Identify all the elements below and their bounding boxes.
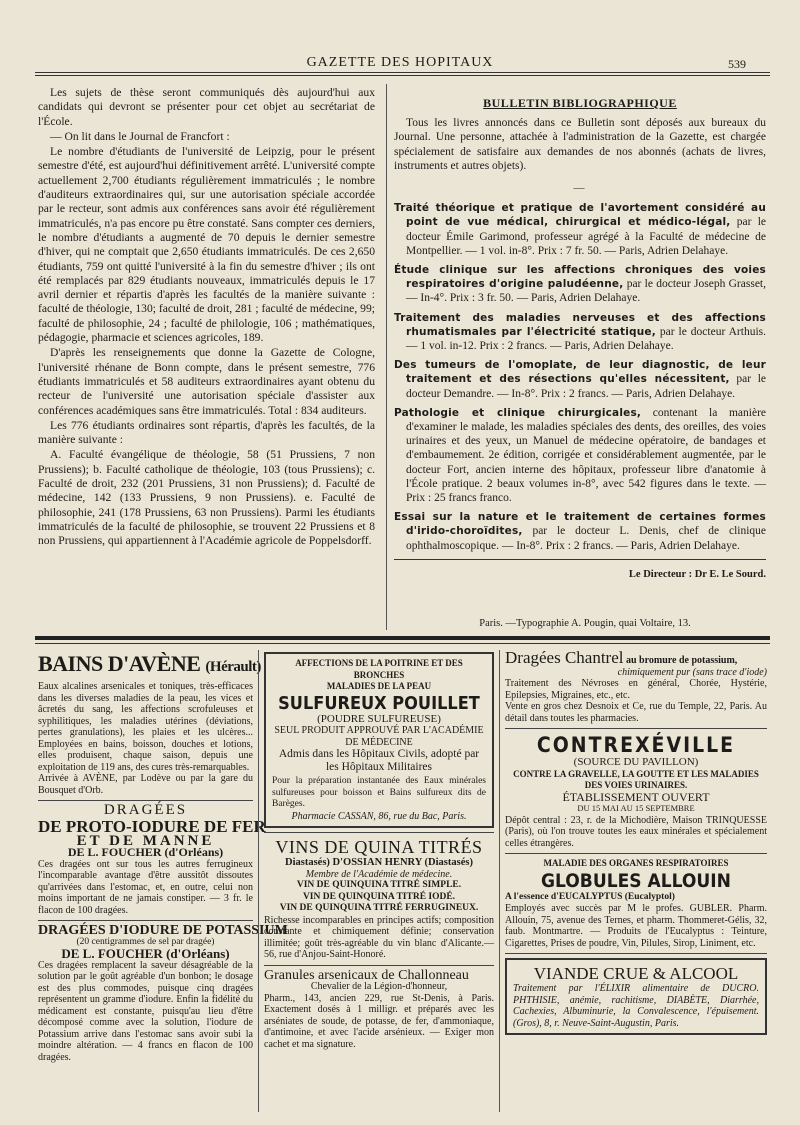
ad-line: SEUL PRODUIT APPROUVÉ PAR L'ACADÉMIE	[274, 725, 484, 736]
ads-column-3	[505, 648, 767, 1112]
ad-footer: Pharmacie CASSAN, 86, rue du Bac, Paris.	[291, 810, 467, 822]
ad-text: Traitement par l'ÉLIXIR alimentaire de DUCRO. PHTHISIE, anémie, rachitisme, DIABÈTE, Diarrhée, Cachexies, Albuminurie, la Convalescence, l'épuisement. (Gros), 8, r. Neuve-Saint-Augustin, Paris.	[513, 983, 759, 1029]
ad-line: VIN DE QUINQUINA TITRÉ FERRUGINEUX.	[279, 903, 479, 913]
divider	[505, 853, 767, 854]
ad-line: DRAGÉES	[103, 802, 188, 818]
ad-line: DES VOIES URINAIRES.	[584, 780, 688, 790]
divider	[394, 559, 766, 560]
ad-line: A l'essence d'EUCALYPTUS (Eucalyptol)	[505, 891, 675, 902]
ad-line: DRAGÉES D'IODURE DE POTASSIUM	[38, 923, 288, 938]
ad-text: Pharm., 143, ancien 229, rue St-Denis, à Paris. Exactement dosés à 1 milligr. et préparés avec les arséniates de soude, de potasse, de fer, d'ammoniaque, d'antimoine, et avec l'acide arsénieux. — Exiger mon cachet et ma signature.	[264, 992, 494, 1050]
ad-text: Eaux alcalines arsenicales et toniques, très-efficaces dans les diverses maladies de la peau, les vices et âcretés du sang, les affections scrofuleuses et syphilitiques, les maladies utérines (déviations, pertes granulations), les plaies et les ulcères... Employées en bains, boisson, douches et lotions, elles produisent, chaque saison, depuis une exploitation de 119 ans, des cures très-remarquables.	[38, 681, 253, 773]
ad-text: Dépôt central : 23, r. de la Michodière, Maison TRINQUESSE (Paris), où l'on trouve toutes les eaux minérales et spécialement celles étrangères.	[505, 814, 767, 849]
bulletin-item: Des tumeurs de l'omoplate, de leur diagnostic, de leur traitement et des résections qu'elles nécessitent, par le docteur Demandre. — In-8°. Prix : 2 francs. — Paris, Adrien Delahaye.	[394, 359, 766, 400]
ads-top-rule-thin	[35, 643, 770, 644]
director-signature: Le Directeur : Dr E. Le Sourd.	[628, 568, 766, 580]
bulletin-bibliographique	[394, 90, 766, 582]
ad-line: VIANDE CRUE & ALCOOL	[533, 964, 739, 983]
bulletin-intro: Tous les livres annoncés dans ce Bulletin sont déposés aux bureaux du Journal. Une personne, attachée à l'administration de la Gazette, est chargée spécialement de satisfaire aux demandes de nos abonnés (achats de livres, instruments et autres objets).	[394, 117, 766, 172]
ad-pouillet	[264, 652, 494, 828]
bulletin-item: Essai sur la nature et le traitement de certaines formes d'irido-choroïdites, par le docteur L. Denis, chef de clinique ophthalmoscopique. — In-8°. Prix : 2 francs. — Paris, Adrien Delahaye.	[394, 511, 767, 552]
ad-line: (POUDRE SULFUREUSE)	[317, 712, 441, 725]
ad-bains-avene	[38, 651, 261, 796]
ad-chantrel	[505, 648, 767, 724]
divider	[264, 832, 494, 833]
ad-line: chimiquement pur (sans trace d'iode)	[617, 666, 767, 678]
ad-contrexeville	[505, 733, 767, 849]
paragraph: Le nombre d'étudiants de l'université de Leipzig, pour le présent semestre d'été, est aujourd'hui définitivement arrêté. L'université compte actuellement 2,700 étudiants régulièrement immatriculés ; le nombre d'auditeurs extraordinaires qui, sur une autorisation spéciale accordée par le recteur, sont admis aux conférences sans avoir été régulièrement immatriculés, n'a pas encore pu être constaté. Sans compter ces derniers, le nombre d'étudiants a augmenté de 70 depuis le dernier semestre d'hiver, qui ne comptait que 2,650 étudiants immatriculés. De ces 2,650 étudiants, 759 ont quitté l'université à la fin du semestre d'hiver ; ils ont été remplacés par 829 étudiants nouveaux, immatriculés depuis le 17 avril dernier et répartis d'après les facultés de la manière suivante : faculté de théologie, 130; faculté de droit, 281 ; faculté de médecine, 99; faculté de philosophie, 24 ; faculté de philologie, 106 ; mathématiques, pédagogie, pharmacie et sciences agricoles, 189.	[38, 145, 375, 345]
ads-column-2	[264, 652, 494, 1112]
ad-line: DE L. FOUCHER (d'Orléans)	[61, 946, 230, 961]
ad-line: GLOBULES ALLOUIN	[541, 869, 731, 892]
ad-text: Ces dragées remplacent la saveur désagréable de la solution par le goût agréable d'un bonbon; le dosage est des plus commodes, puisque cinq dragées représentent un gramme d'iodure. Enfin la fidélité du médicament est constante, puisqu'au lieu d'être décomposé comme avec la solution, l'iodure de Potassium arrive dans l'estomac sans avoir subi la moindre altération. — 4 francs en flacon de 100 dragées.	[38, 959, 253, 1063]
ad-line: SULFUREUX POUILLET	[278, 692, 480, 714]
ad-line: DE L. FOUCHER (d'Orléans)	[67, 845, 224, 859]
page-number: 539	[728, 57, 746, 71]
ad-footer: Vente en gros chez Desnoix et Ce, rue du Temple, 22, Paris. Au détail dans toutes les pharmacies.	[505, 701, 767, 724]
bulletin-item: Traitement des maladies nerveuses et des affections rhumatismales par l'électricité statique, par le docteur Arthuis. — 1 vol. in-12. Prix : 2 francs. — Paris, Adrien Delahaye.	[394, 311, 766, 353]
ad-text: Traitement des Névroses en général, Chorée, Hystérie, Epilepsies, Migraines, etc., etc.	[505, 678, 767, 701]
bulletin-item: Pathologie et clinique chirurgicales, contenant la manière d'examiner le malade, les maladies spéciales des dents, des oreilles, des voies urinaires et des yeux, un Manuel de médecine opératoire, de bandages et d'embaumement. 2e édition, corrigée et considérablement augmentée, par le docteur Fort, ancien interne des hôpitaux, professeur libre d'anatomie à l'École pratique. 2 beaux volumes in-8°, avec 542 figures dans le texte. — Prix : 25 francs franco.	[394, 406, 766, 505]
left-column	[38, 86, 375, 550]
divider	[38, 920, 253, 921]
ornament-divider: —	[573, 182, 587, 195]
ads-top-rule	[35, 636, 770, 640]
ad-line: VINS DE QUINA TITRÉS	[275, 837, 483, 857]
ad-line: ET DE MANNE	[76, 832, 215, 849]
ad-line: Dragées Chantrel	[505, 648, 624, 667]
ad-line: DE MÉDECINE	[345, 736, 413, 748]
ad-line: MALADIES DE LA PEAU	[326, 681, 432, 691]
paragraph: Les 776 étudiants ordinaires sont répartis, d'après les facultés, de la manière suivante :	[38, 418, 375, 447]
ad-text: Richesse incomparables en principes actifs; composition constante et chimiquement définie; conservation illimitée; goût très-agréable du vin blanc d'Alicante.— 56, rue d'Anjou-Saint-Honoré.	[264, 914, 494, 960]
divider	[264, 965, 494, 966]
ads-column-1	[38, 651, 288, 1112]
printer-line: Paris. —Typographie A. Pougin, quai Voltaire, 13.	[479, 618, 691, 629]
ad-allouin	[505, 858, 767, 949]
bulletin-item: Traité théorique et pratique de l'avortement considéré au point de vue médical, chirurgical et médico-légal, par le docteur Émile Garimond, professeur agrégé à la Faculté de médecine de Montpellier. — 1 vol. in-8°. Prix : 7 fr. 50. — Paris, Adrien Delahaye.	[394, 202, 767, 257]
ad-line: VIN DE QUINQUINA TITRÉ IODÉ.	[302, 891, 456, 902]
ads-separator	[499, 650, 500, 1112]
ad-text: Pour la préparation instantanée des Eaux minérales sulfureuses pour boisson et Bains sulfureux dits de Barèges.	[272, 776, 486, 809]
column-separator	[386, 84, 387, 630]
ad-line: Granules arsenicaux de Challonneau	[264, 967, 469, 983]
ad-line: MALADIE DES ORGANES RESPIRATOIRES	[543, 858, 729, 868]
header-rule	[35, 72, 770, 73]
ad-line: VIN DE QUINQUINA TITRÉ SIMPLE.	[296, 880, 462, 890]
bulletin-item: Étude clinique sur les affections chroniques des voies respiratoires d'origine paludéenne, par le docteur Joseph Grasset, — In-4°. Prix : 3 fr. 50. — Paris, Adrien Delahaye.	[394, 264, 766, 305]
ad-title: BAINS D'AVÈNE	[38, 651, 201, 676]
paragraph: A. Faculté évangélique de théologie, 58 (51 Prussiens, 7 non Prussiens); b. Faculté catholique de théologie, 103 (tous Prussiens); c. Faculté de droit, 232 (201 Prussiens, 31 non Prussiens); d. Faculté de médecine, 142 (133 Prussiens, 9 non Prussiens). e. Faculté de philosophie, 241 (178 Prussiens, 63 non Prussiens). Parmi les étudiants immatriculés de la faculté de philosophie, se trouvent 22 Prussiens et 8 non Prussiens, qui appartiennent à l'Académie agricole de Poppelsdorff.	[38, 448, 375, 548]
journal-title: GAZETTE DES HOPITAUX	[306, 55, 494, 70]
ad-granules	[264, 967, 494, 1051]
ad-line: ÉTABLISSEMENT OUVERT	[562, 789, 710, 804]
ad-quina	[264, 837, 494, 961]
ad-viande-crue	[505, 958, 767, 1035]
ad-region: (Hérault)	[205, 659, 261, 675]
divider	[38, 800, 253, 801]
ad-line: CONTRE LA GRAVELLE, LA GOUTTE ET LES MALADIES	[513, 768, 759, 779]
ad-line: au bromure de potassium,	[625, 655, 738, 666]
ad-line: CONTREXÉVILLE	[536, 733, 736, 757]
ad-line: DE PROTO-IODURE DE FER	[38, 816, 266, 836]
ad-line: Membre de l'Académie de médecine.	[305, 868, 453, 880]
divider	[505, 728, 767, 729]
divider	[505, 953, 767, 954]
bulletin-title: BULLETIN BIBLIOGRAPHIQUE	[483, 96, 677, 110]
ad-footer: Arrivée à AVÈNE, par Lodève ou par la gare du Bousquet d'Orb.	[38, 773, 253, 796]
ad-line: AFFECTIONS DE LA POITRINE ET DES BRONCHES	[295, 658, 463, 680]
ad-dragees-fer	[38, 802, 266, 916]
paragraph: — On lit dans le Journal de Francfort :	[50, 129, 230, 143]
paragraph: Les sujets de thèse seront communiqués dès aujourd'hui aux candidats qui devront se présenter pour cet objet au secrétariat de l'École.	[38, 86, 375, 128]
paragraph: D'après les renseignements que donne la Gazette de Cologne, l'université rhénane de Bonn compte, dans le présent semestre, 776 étudiants immatriculés et 58 auditeurs extraordinaires ayant obtenu du recteur de l'université une autorisation spéciale d'assister aux conférences académiques sans être immatriculés. Total : 834 auditeurs.	[38, 346, 375, 417]
ad-line: DU 15 MAI AU 15 SEPTEMBRE	[577, 803, 695, 813]
ad-dragees-potassium	[38, 923, 288, 1063]
ads-separator	[258, 650, 259, 1112]
ad-line: Diastasés) D'OSSIAN HENRY (Diastasés)	[285, 857, 473, 868]
ad-line: Admis dans les Hôpitaux Civils, adopté par les Hôpitaux Militaires	[278, 748, 480, 773]
ad-line: (20 centigrammes de sel par dragée)	[76, 936, 215, 947]
header-rule-double	[35, 75, 770, 76]
ad-text: Ces dragées ont sur tous les autres ferrugineux l'incomparable avantage d'être aussitôt dissoutes qu'arrivées dans l'estomac, et, en outre, celui non moins important de ne jamais constiper. — 3 fr. le flacon de 100 dragées.	[38, 858, 253, 916]
ad-line: Chevalier de la Légion-d'honneur,	[310, 981, 448, 992]
ad-text: Employés avec succès par M le profes. GUBLER. Pharm. Allouin, 75, avenue des Ternes, et pharm. Thommeret-Gélis, 32, faub. Montmartre. — Produits de l'Eucalyptus : Teinture, Cigarettes, Prises de poudre, Vin, Pilules, Sirop, Liniment, etc.	[505, 903, 767, 949]
ad-line: (SOURCE DU PAVILLON)	[573, 756, 699, 768]
